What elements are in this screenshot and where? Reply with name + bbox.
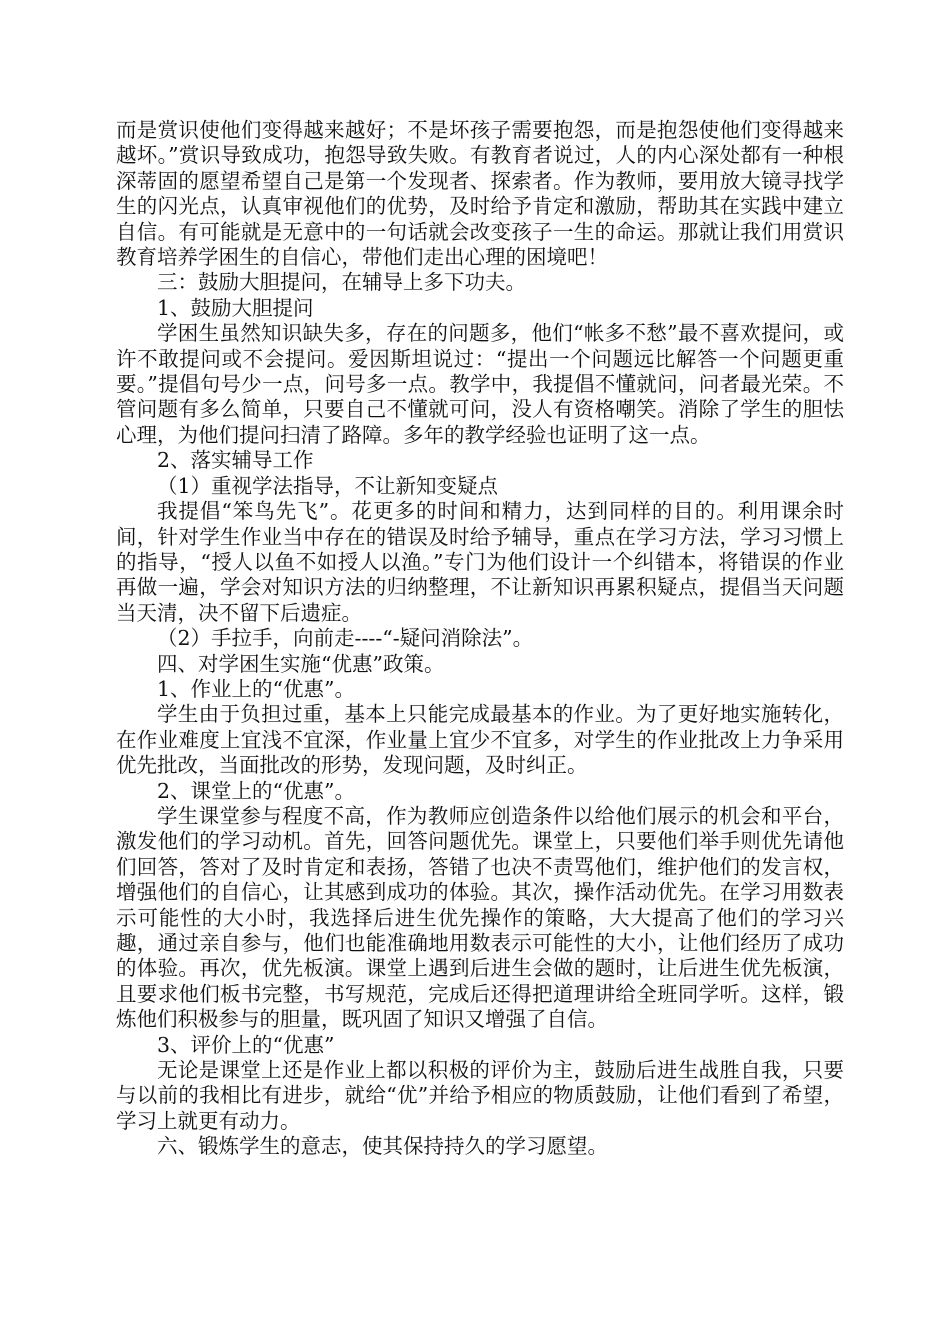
paragraph-intro-continuation: 而是赏识使他们变得越来越好；不是坏孩子需要抱怨，而是抱怨使他们变得越来越坏。”赏识导致成功，抱怨导致失败。有教育者说过，人的内心深处都有一种根深蒂固的愿望希望自己是第一个发现者、探索者。作为教师，要用放大镜寻找学生的闪光点，认真审视他们的优势，及时给予肯定和激励，帮助其在实践中建立自信。有可能就是无意中的一句话就会改变孩子一生的命运。那就让我们用赏识教育培养学困生的自信心，带他们走出心理的困境吧！: [116, 118, 844, 270]
document-page: [116, 118, 844, 1160]
heading-section-three: 三：鼓励大胆提问，在辅导上多下功夫。: [157, 270, 526, 295]
paragraph-evaluation-preference: 无论是课堂上还是作业上都以积极的评价为主，鼓励后进生战胜自我，只要与以前的我相比有进步，就给“优”并给予相应的物质鼓励，让他们看到了希望，学习上就更有动力。: [116, 1058, 844, 1133]
subheading-classroom-preference: 2、课堂上的“优惠”。: [157, 778, 356, 803]
paragraph-classroom-preference: 学生课堂参与程度不高，作为教师应创造条件以给他们展示的机会和平台，激发他们的学习动机。首先，回答问题优先。课堂上，只要他们举手则优先请他们回答，答对了及时肯定和表扬，答错了也决不责骂他们，维护他们的发言权，增强他们的自信心，让其感到成功的体验。其次，操作活动优先。在学习用数表示可能性的大小时，我选择后进生优先操作的策略，大大提高了他们的学习兴趣，通过亲自参与，他们也能准确地用数表示可能性的大小，让他们经历了成功的体验。再次，优先板演。课堂上遇到后进生会做的题时，让后进生优先板演，且要求他们板书完整，书写规范，完成后还得把道理讲给全班同学听。这样，锻炼他们积极参与的胆量，既巩固了知识又增强了自信。: [116, 803, 844, 1032]
heading-section-six: 六、锻炼学生的意志，使其保持持久的学习愿望。: [157, 1134, 608, 1159]
subheading-evaluation-preference: 3、评价上的“优惠”: [157, 1032, 335, 1057]
paragraph-encourage-questions: 学困生虽然知识缺失多，存在的问题多，他们“帐多不愁”最不喜欢提问，或许不敢提问或不会提问。爱因斯坦说过：“提出一个问题远比解答一个问题更重要。”提倡句号少一点，问号多一点。教学中，我提倡不懂就问，问者最光荣。不管问题有多么简单，只要自己不懂就可问，没人有资格嘲笑。消除了学生的胆怯心理，为他们提问扫清了路障。多年的教学经验也证明了这一点。: [116, 321, 844, 447]
subheading-hand-in-hand: （2）手拉手，向前走----“-疑问消除法”。: [157, 626, 534, 651]
paragraph-homework-preference: 学生由于负担过重，基本上只能完成最基本的作业。为了更好地实施转化，在作业难度上宜浅不宜深，作业量上宜少不宜多，对学生的作业批改上力争采用优先批改，当面批改的形势，发现问题，及时纠正。: [116, 702, 844, 778]
subheading-tutoring: 2、落实辅导工作: [157, 448, 314, 473]
subheading-encourage-questions: 1、鼓励大胆提问: [157, 295, 314, 320]
subheading-homework-preference: 1、作业上的“优惠”。: [157, 676, 356, 701]
paragraph-learning-methods: 我提倡“笨鸟先飞”。花更多的时间和精力，达到同样的目的。利用课余时间，针对学生作业当中存在的错误及时给予辅导，重点在学习方法，学习习惯上的指导，“授人以鱼不如授人以渔。”专门为他们设计一个纠错本，将错误的作业再做一遍，学会对知识方法的归纳整理，不让新知识再累积疑点，提倡当天问题当天清，决不留下后遗症。: [116, 499, 844, 625]
heading-section-four: 四、对学困生实施“优惠”政策。: [157, 651, 445, 676]
subheading-learning-methods: （1）重视学法指导，不让新知变疑点: [157, 473, 499, 498]
